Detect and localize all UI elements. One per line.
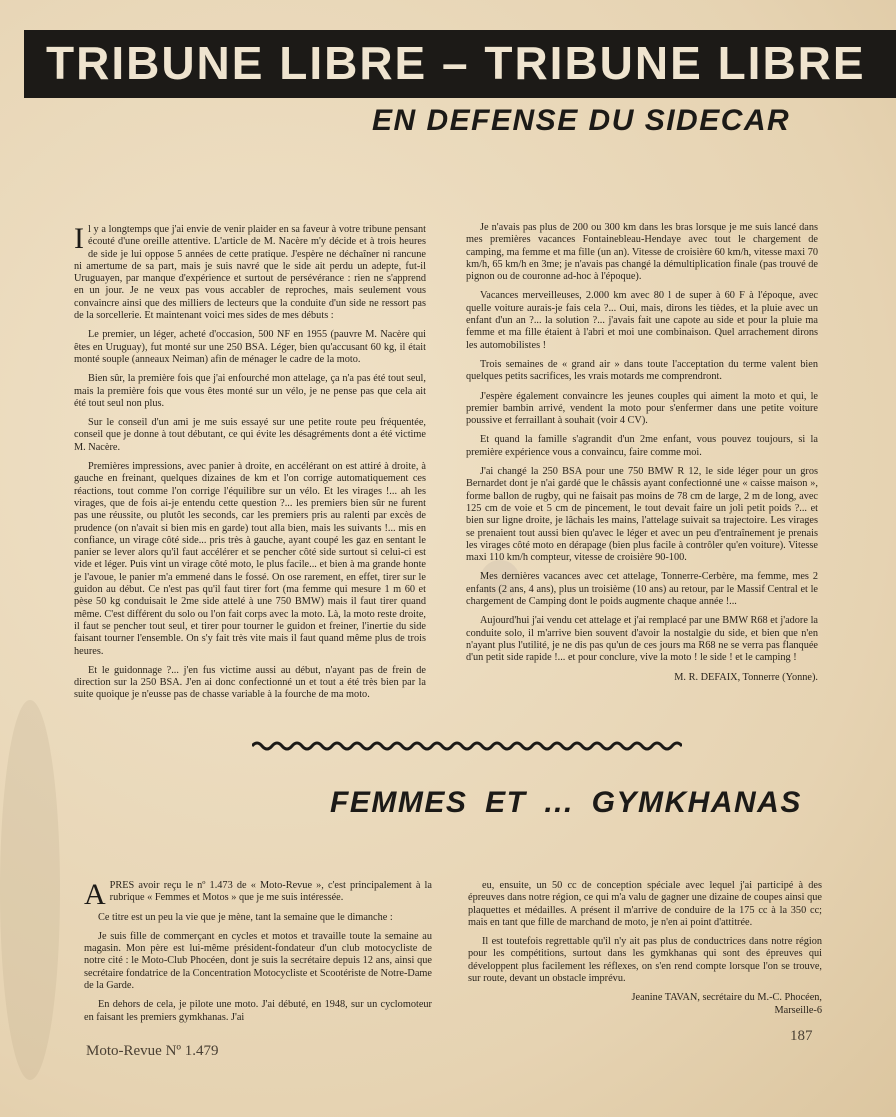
article-title-gymkhanas: FEMMES ET ... GYMKHANAS: [330, 786, 802, 819]
drop-cap: A: [84, 878, 106, 911]
drop-cap: I: [74, 222, 84, 255]
article2-column-right: [468, 880, 822, 1017]
paragraph: En dehors de cela, je pilote une moto. J'ai débuté, en 1948, sur un cyclomoteur en faisant les premiers gymkhanas. J'ai: [84, 999, 432, 1023]
magazine-footer: Moto-Revue Nº 1.479: [86, 1043, 219, 1059]
paragraph: eu, ensuite, un 50 cc de conception spéciale avec lequel j'ai participé à des épreuves dans notre région, ce qui m'a valu de gagner une dizaine de coupes ainsi que plaquettes et médailles. A présent il m'arrive de conduire de la 175 cc à la 350 cc; mais en tant que fille de marchand de moto, je n'en ai point d'attitrée.: [468, 880, 822, 928]
paragraph: J'ai changé la 250 BSA pour une 750 BMW R 12, le side léger pour un gros Bernardet dont je n'ai gardé que le châssis ayant confectionné une « caisse maison », forme ballon de rugby, qui ne faisait pas moins de 78 cm de large, 2 m de long, avec 125 cm de voie et 5 cm de pincement, le tout devait faire un joli petit poids ?... et bien sur ligne droite, je lâchais les mains, l'attelage suivait sa trajectoire. Les virages se prenaient tout aussi bien qu'avec le léger et avec un peu d'entraînement je prenais les virages côté moto en dérapage (bien plus facile à contrôler qu'en voiture). Vitesse maxi 110 km/h compteur, vitesse de croisière 90-100.: [466, 466, 818, 564]
paragraph: Je suis fille de commerçant en cycles et motos et travaille toute la semaine au magasin. Mon père est lui-même président-fondateur d'un club motocycliste de notre cité : le Moto-Club Phocéen, dont je suis la secrétaire depuis 12 ans, ainsi que secrétaire fondatrice de la Concentration Motocycliste et Scootériste de Notre-Dame de la Garde.: [84, 930, 432, 992]
section-banner: [24, 30, 896, 98]
banner-title: TRIBUNE LIBRE – TRIBUNE LIBRE: [46, 37, 866, 89]
paragraph: APRES avoir reçu le nº 1.473 de « Moto-Revue », c'est principalement à la rubrique « Femmes et Motos » que je me suis intéressée.: [84, 878, 432, 911]
paragraph: Le premier, un léger, acheté d'occasion, 500 NF en 1955 (pauvre M. Nacère qui êtes en Uruguay), fut monté sur une 250 BSA. Léger, bien qu'accusant 60 kg, il était monté souple (anneaux Neiman) afin de ménager le cadre de la moto.: [74, 329, 426, 365]
page-number: 187: [790, 1028, 813, 1044]
paragraph: Et le guidonnage ?... j'en fus victime aussi au début, n'ayant pas de frein de direction sur la 250 BSA. J'en ai donc confectionné un et tout a été très bien par la suite quoique je n'eusse pas de chasse variable à la fourche de ma moto.: [74, 664, 426, 701]
article1-column-left: [74, 224, 426, 709]
paragraph: Il est toutefois regrettable qu'il n'y ait pas plus de conductrices dans notre région pour les compétitions, surtout dans les gymkhanas qui sont des épreuves qui développent plus facilement les réflexes, on s'en rend compte lorsque l'on se trouve, sur route, devant un obstacle imprévu.: [468, 936, 822, 985]
paragraph: Ce titre est un peu la vie que je mène, tant la semaine que le dimanche :: [98, 911, 393, 923]
paragraph: Aujourd'hui j'ai vendu cet attelage et j'ai remplacé par une BMW R68 et j'adore la conduite solo, il m'arrive bien souvent d'avoir la nostalgie du side, et bien que n'en n'ayant plus l'utilité, je ne dis pas qu'un de ces jours ma R68 ne se verra pas flanquée d'un petit side rapide !... et pour conclure, vive la moto ! le side ! et le camping !: [466, 615, 818, 664]
author-signature: M. R. DEFAIX, Tonnerre (Yonne).: [674, 671, 818, 683]
wavy-divider: [252, 738, 682, 754]
author-signature: Marseille-6: [774, 1004, 822, 1016]
paper-stain: [0, 700, 60, 1080]
paragraph: Il y a longtemps que j'ai envie de venir plaider en sa faveur à votre tribune pensant écouté d'une oreille attentive. L'article de M. Nacère m'y décide et à trois heures de side je lui oppose 5 années de cette pratique. J'espère ne déchaîner ni rancune ni amertume de sa part, mais je suis navré que le side ait perdu un adepte, fut-il Uruguayen, par manque d'expérience et surtout de persévérance : rien ne s'apprend en un jour. Je ne veux pas vous accabler de reproches, mais seulement vous convaincre ainsi que des milliers de lecteurs que la conduite d'un side ne ressort pas de la sorcellerie. Et maintenant voici mes sides de mes débuts :: [74, 222, 426, 322]
article-title-sidecar: EN DEFENSE DU SIDECAR: [372, 104, 791, 137]
paragraph: Et quand la famille s'agrandit d'un 2me enfant, vous pouvez toujours, si la première expérience vous a convaincu, faire comme moi.: [466, 434, 818, 458]
paragraph: Je n'avais pas plus de 200 ou 300 km dans les bras lorsque je me suis lancé dans mes premières vacances Fontainebleau-Hendaye avec tout le chargement de camping, ma femme et ma fille (un an). Vitesse de croisière 60 km/h, vitesse maxi 70 km/h, 65 km/h en 3me; je n'avais pas changé la démultiplication finale (pas trouvé de pignon ou de couronne ad-hoc à l'époque).: [466, 222, 818, 283]
paragraph: Vacances merveilleuses, 2.000 km avec 80 l de super à 60 F à l'époque, avec quelle voiture aurais-je fais cela ?... Oui, mais, dirons les tièdes, et la pluie avec un enfant d'un an ?... la solution ?... j'avais fait une capote au side et pour la pluie ma femme et ma fille étaient à l'abri et moi une combinaison. Quel arrachement dirons les automobilistes !: [466, 290, 818, 351]
paragraph: Sur le conseil d'un ami je me suis essayé sur une petite route peu fréquentée, conseil que je donne à tout débutant, ce qui évite les désagréments dont a été victime M. Nacère.: [74, 417, 426, 453]
author-signature: Jeanine TAVAN, secrétaire du M.-C. Phocéen,: [631, 992, 822, 1004]
paragraph: Premières impressions, avec panier à droite, en accélérant on est attiré à droite, à gauche en freinant, quelques dizaines de km et l'on corrige automatiquement ces réactions, tout comme l'on corrige l'équilibre sur un vélo. Et les virages !... ah les virages, que de fois ai-je entendu cette question ?... les premiers bien sûr ne furent pas une réussite, ou plutôt les seconds, car les premiers pris au ralenti par excès de prudence (on n'avait si bien mis en garde) tout alla bien, mais les suivants !... mis en confiance, un virage côté side... pris très à gauche, ayant coupé les gaz en sentant le panier se lever alors qu'il faut accélérer et se pencher côté side surtout si celui-ci est vide et léger. Puis vint un virage côté moto, le plus facile... et bien à ma grande honte je l'avoue, le panier m'a emmené dans le fossé. On ose rarement, en effet, tirer sur le guidon au début. Ce n'est pas qu'il faut tirer fort (ma femme qui mesure 1 m 60 et pèse 50 kg conduisait le 2me side attelé à une 750 BMW) mais il faut tirer quand même. C'est différent du solo ou l'on fait corps avec la moto. Là, la moto reste droite, il faut se pencher tout seul, et tirer pour tourner le guidon et freiner, l'inertie du side faisant tourner l'ensemble. On s'y fait très vite mais il faut quand même plus de trois heures.: [74, 461, 426, 657]
paragraph: Mes dernières vacances avec cet attelage, Tonnerre-Cerbère, ma femme, mes 2 enfants (2 ans, 4 ans), plus un troisième (10 ans) au retour, par le Massif Central et le chargement de Camping dont le poids augmente chaque année !...: [466, 571, 818, 608]
paragraph: Trois semaines de « grand air » dans toute l'acceptation du terme valent bien quelques petits sacrifices, les vrais motards me comprendront.: [466, 358, 818, 383]
paragraph: J'espère également convaincre les jeunes couples qui aiment la moto et qui, le premier bambin arrivé, vendent la moto pour s'enfermer dans une petite voiture poussive et ferraillant à souhait (voir 4 CV).: [466, 390, 818, 427]
article2-column-left: [84, 880, 432, 1031]
article1-column-right: [466, 222, 818, 684]
paragraph: Bien sûr, la première fois que j'ai enfourché mon attelage, ça n'a pas été tout seul, mais la première fois que vous êtes monté sur un vélo, je ne pense pas que cela ait été tout seul non plus.: [74, 373, 426, 409]
